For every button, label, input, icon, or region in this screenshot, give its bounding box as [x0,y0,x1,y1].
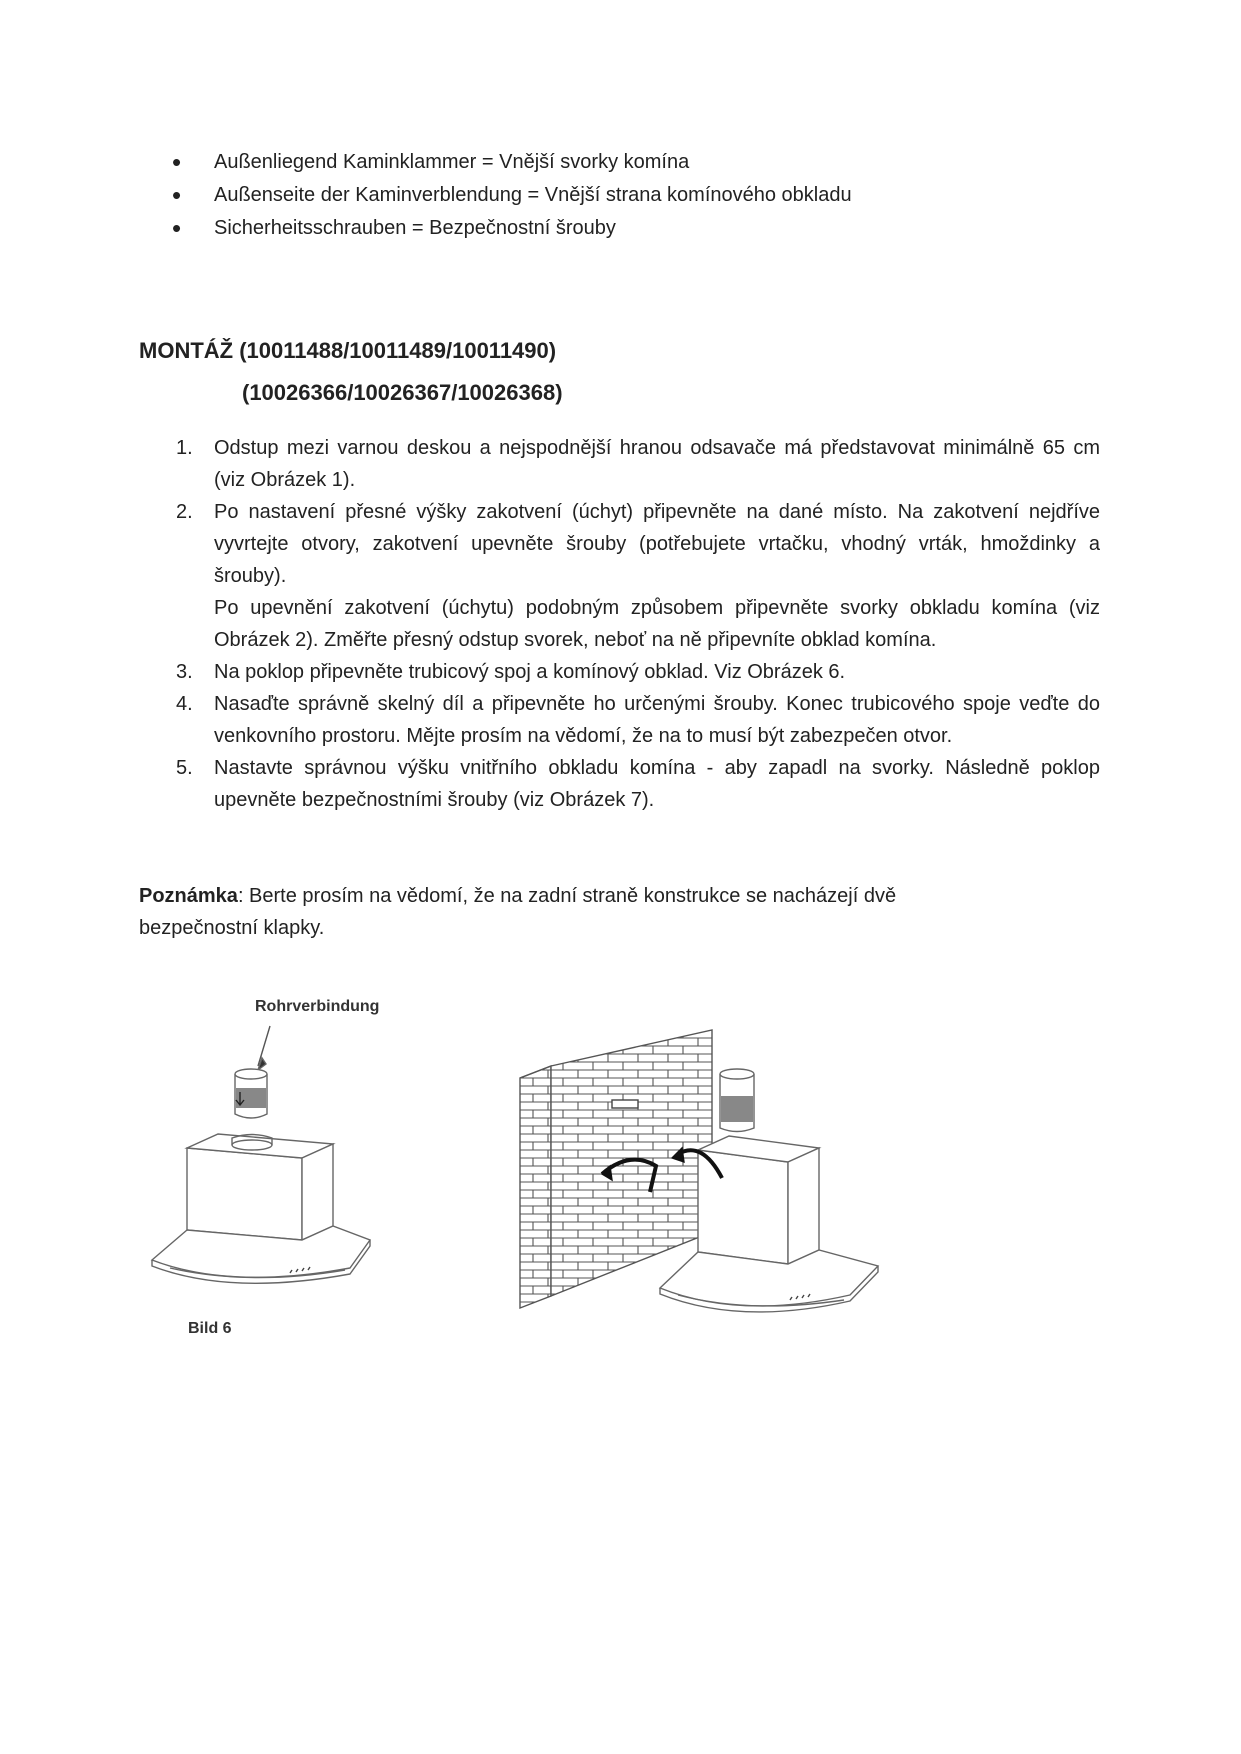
installation-drawing [150,990,990,1350]
section-heading [139,330,563,414]
step-item [160,496,1100,656]
figure-callout: Rohrverbindung [255,998,380,1015]
hood-assembly-left [152,1026,370,1283]
step-item [160,752,1100,816]
step-text: Nastavte správnou výšku vnitřního obkladu komína - aby zapadl na svorky. Následně poklop upevněte bezpečnostními šrouby (viz Obrázek 7). [214,757,1100,811]
step-number: 4. [176,693,193,715]
step-item [160,656,1100,688]
note-paragraph [139,880,959,944]
figure-caption: Bild 6 [188,1320,232,1337]
step-text: Na poklop připevněte trubicový spoj a komínový obklad. Viz Obrázek 6. [214,661,846,683]
note-label: Poznámka [139,885,238,907]
bullet-item: • Außenseite der Kaminverblendung = Vnější strana komínového obkladu [160,179,852,212]
step-number: 2. [176,501,193,523]
bullet-item: • Außenliegend Kaminklammer = Vnější svorky komína [160,146,852,179]
heading-line-2: (10026366/10026367/10026368) [242,380,563,405]
step-item [160,688,1100,752]
bullet-list [160,146,852,245]
step-text: Nasaďte správně skelný díl a připevněte ho určenými šrouby. Konec trubicového spoje veďte do venkovního prostoru. Mějte prosím na vědomí, že na to musí být zabezpečen otvor. [214,693,1100,747]
step-text: Odstup mezi varnou deskou a nejspodnější hranou odsavače má představovat minimálně 65 cm (viz Obrázek 1). [214,437,1100,491]
step-number: 3. [176,661,193,683]
step-text: Po nastavení přesné výšky zakotvení (úchyt) připevněte na dané místo. Na zakotvení nejdříve vyvrtejte otvory, zakotvení upevněte šrouby (potřebujete vrtačku, vhodný vrták, hmoždinky a šrouby). [214,501,1100,587]
heading-line-1: MONTÁŽ (10011488/10011489/10011490) [139,338,557,363]
step-number: 5. [176,757,193,779]
step-item [160,432,1100,496]
note-text: : Berte prosím na vědomí, že na zadní straně konstrukce se nacházejí dvě bezpečnostní klapky. [139,885,897,939]
step-text-continued: Po upevnění zakotvení (úchytu) podobným způsobem připevněte svorky obkladu komína (viz Obrázek 2). Změřte přesný odstup svorek, neboť na ně připevníte obklad komína. [214,597,1100,651]
steps-list [160,432,1100,816]
installation-figure [150,990,990,1350]
bullet-item: • Sicherheitsschrauben = Bezpečnostní šrouby [160,212,852,245]
step-number: 1. [176,437,193,459]
